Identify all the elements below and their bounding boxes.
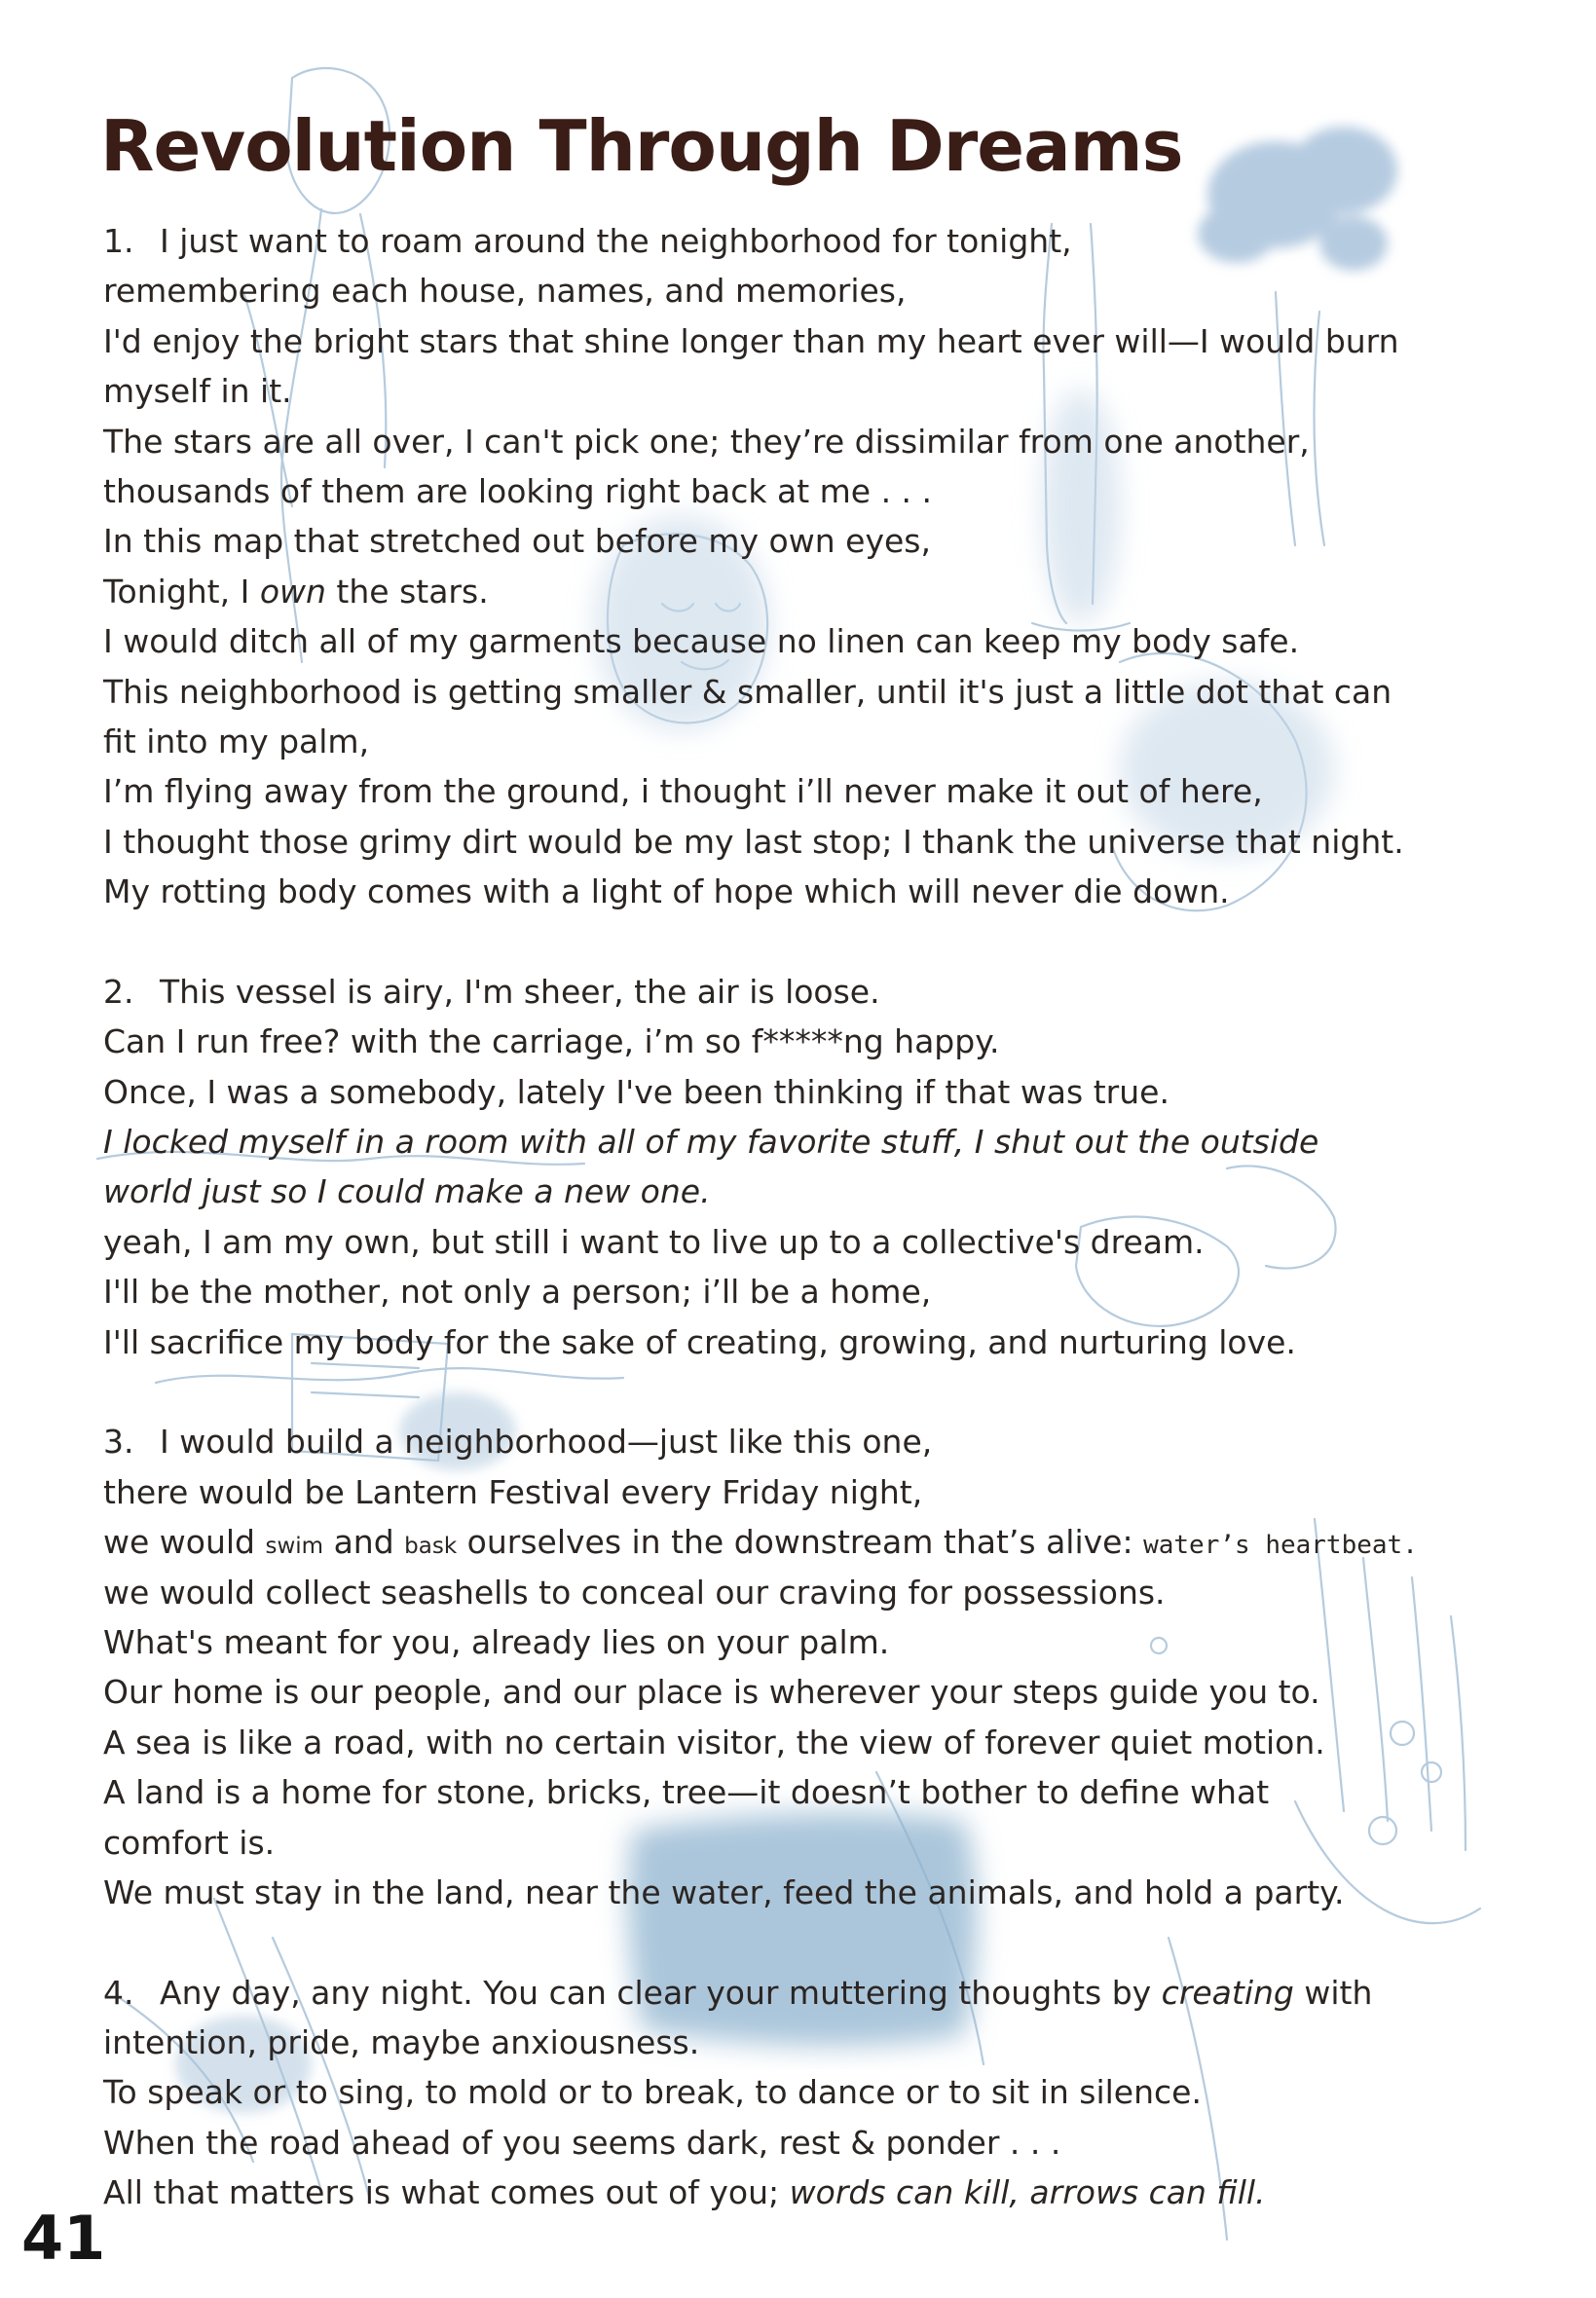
stanza-1-line: My rotting body comes with a light of hope which will never die down. [103,872,1230,911]
page-title: Revolution Through Dreams [100,105,1183,187]
stanza-3-line [103,1417,1505,1466]
page-number: 41 [21,2203,106,2274]
poem-line-text: and [323,1523,405,1562]
stanza-2-line-italic: world just so I could make a new one. [103,1172,711,1211]
italic-phrase: words can kill, arrows can fill. [789,2173,1266,2212]
stanza-3-line: We must stay in the land, near the water, feed the animals, and hold a party. [103,1872,1345,1911]
stanza-4-line: intention, pride, maybe anxiousness. [103,2023,700,2062]
poem-line-text: the stars. [325,572,489,611]
stanza-1-line: fit into my palm, [103,722,370,760]
stanza-number: 1. [103,222,134,260]
stanza-1-line: I would ditch all of my garments because no linen can keep my body safe. [103,622,1300,661]
small-word: bask [404,1534,458,1560]
stanza-2-line: yeah, I am my own, but still i want to live up to a collective's dream. [103,1222,1205,1261]
stanza-3-line: there would be Lantern Festival every Friday night, [103,1472,923,1511]
stanza-2-line: Can I run free? with the carriage, i’m so f*****ng happy. [103,1022,1000,1061]
stanza-1-line [103,216,1505,266]
stanza-3-line: comfort is. [103,1823,276,1862]
poem-line-text: ourselves in the downstream that’s alive: [457,1523,1144,1562]
stanza-2-line: I'll be the mother, not only a person; i’ll be a home, [103,1273,932,1312]
poem-line-text: All that matters is what comes out of you; [103,2173,790,2212]
poem-line-text: Tonight, I [103,572,260,611]
stanza-gap [103,1367,1505,1417]
stanza-1-line: myself in it. [103,372,292,411]
monospace-phrase: water’s heartbeat. [1143,1531,1418,1561]
italic-word: own [259,572,326,611]
stanza-1-line [103,567,1505,616]
poem-body [103,216,1505,2218]
poem-line-text: This vessel is airy, I'm sheer, the air is loose. [160,972,880,1011]
poem-line-text: we would [103,1523,266,1562]
stanza-3-line [103,1517,1505,1567]
stanza-1-line: I'd enjoy the bright stars that shine longer than my heart ever will—I would burn [103,321,1399,360]
stanza-4-line [103,2168,1505,2217]
stanza-2-line [103,967,1505,1017]
stanza-1-line: I thought those grimy dirt would be my last stop; I thank the universe that night. [103,822,1404,861]
stanza-2-line: Once, I was a somebody, lately I've been thinking if that was true. [103,1072,1169,1111]
stanza-1-line: This neighborhood is getting smaller & smaller, until it's just a little dot that can [103,672,1392,711]
stanza-1-line: The stars are all over, I can't pick one; they’re dissimilar from one another, [103,422,1310,461]
stanza-number: 2. [103,972,134,1011]
stanza-1-line: In this map that stretched out before my own eyes, [103,522,931,561]
stanza-3-line: A land is a home for stone, bricks, tree—it doesn’t bother to define what [103,1773,1270,1812]
stanza-4-line: When the road ahead of you seems dark, rest & ponder . . . [103,2123,1061,2162]
stanza-1-line: remembering each house, names, and memories, [103,272,907,311]
italic-word: creating [1161,1973,1294,2012]
poem-line-text: I just want to roam around the neighborhood for tonight, [160,222,1072,260]
stanza-gap [103,1917,1505,1967]
stanza-3-line: What's meant for you, already lies on your palm. [103,1622,890,1661]
stanza-3-line: we would collect seashells to conceal our craving for possessions. [103,1573,1166,1612]
stanza-1-line: thousands of them are looking right back at me . . . [103,471,933,510]
stanza-2-line-italic: I locked myself in a room with all of my favorite stuff, I shut out the outside [103,1123,1319,1162]
stanza-2-line: I'll sacrifice my body for the sake of creating, growing, and nurturing love. [103,1322,1296,1361]
stanza-3-line: A sea is like a road, with no certain visitor, the view of forever quiet motion. [103,1723,1325,1761]
stanza-4-line: To speak or to sing, to mold or to break, to dance or to sit in silence. [103,2073,1202,2112]
stanza-gap [103,916,1505,966]
stanza-4-line [103,1968,1505,2018]
stanza-1-line: I’m flying away from the ground, i thought i’ll never make it out of here, [103,772,1263,811]
stanza-number: 4. [103,1973,134,2012]
poem-line-text: I would build a neighborhood—just like this one, [160,1423,933,1462]
small-word: swim [265,1534,324,1560]
stanza-number: 3. [103,1423,134,1462]
poem-line-text: with [1293,1973,1373,2012]
poem-line-text: Any day, any night. You can clear your muttering thoughts by [160,1973,1162,2012]
stanza-3-line: Our home is our people, and our place is wherever your steps guide you to. [103,1673,1320,1712]
